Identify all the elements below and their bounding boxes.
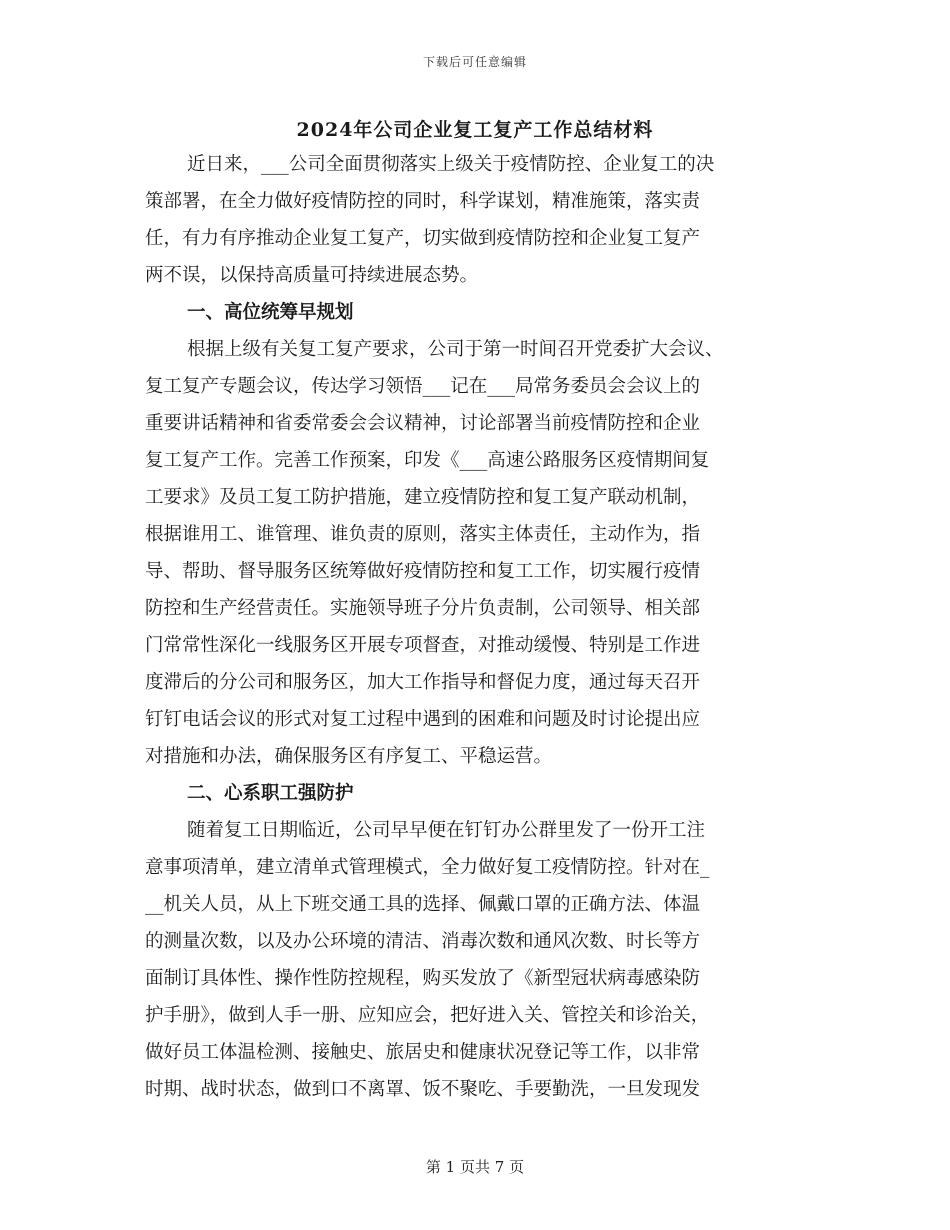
- paragraph-line: __机关人员，从上下班交通工具的选择、佩戴口罩的正确方法、体温: [145, 894, 701, 915]
- paragraph-line: 导、帮助、督导服务区统筹做好疫情防控和复工工作，切实履行疫情: [145, 561, 701, 582]
- page-footer: 第 1 页共 7 页: [425, 1158, 525, 1176]
- header-note: 下载后可任意编辑: [422, 55, 527, 69]
- paragraph-line: 策部署，在全力做好疫情防控的同时，科学谋划，精准施策，落实责: [145, 191, 701, 212]
- paragraph-line: 做好员工体温检测、接触史、旅居史和健康状况登记等工作，以非常: [145, 1042, 701, 1063]
- paragraph-line: 对措施和办法，确保服务区有序复工、平稳运营。: [145, 746, 553, 767]
- paragraph-line: 两不误，以保持高质量可持续进展态势。: [145, 265, 479, 286]
- paragraph-line: 时期、战时状态，做到口不离罩、饭不聚吃、手要勤洗，一旦发现发: [145, 1079, 701, 1100]
- section-heading: 一、高位统筹早规划: [187, 302, 354, 323]
- paragraph-line: 工要求》及员工复工防护措施，建立疫情防控和复工复产联动机制，: [145, 487, 701, 508]
- paragraph-line: 复工复产专题会议，传达学习领悟___记在___局常务委员会会议上的: [145, 376, 701, 397]
- paragraph-line: 根据上级有关复工复产要求，公司于第一时间召开党委扩大会议、: [187, 339, 724, 360]
- paragraph-line: 意事项清单，建立清单式管理模式，全力做好复工疫情防控。针对在_: [145, 857, 710, 878]
- paragraph-line: 的测量次数，以及办公环境的清洁、消毒次数和通风次数、时长等方: [145, 931, 701, 952]
- paragraph-line: 门常常性深化一线服务区开展专项督查，对推动缓慢、特别是工作进: [145, 635, 701, 656]
- paragraph-line: 任，有力有序推动企业复工复产，切实做到疫情防控和企业复工复产: [145, 228, 701, 249]
- paragraph-line: 面制订具体性、操作性防控规程，购买发放了《新型冠状病毒感染防: [145, 968, 701, 989]
- paragraph-line: 度滞后的分公司和服务区，加大工作指导和督促力度，通过每天召开: [145, 672, 701, 693]
- paragraph-line: 复工复产工作。完善工作预案，印发《___高速公路服务区疫情期间复: [145, 450, 710, 471]
- paragraph-line: 防控和生产经营责任。实施领导班子分片负责制，公司领导、相关部: [145, 598, 701, 619]
- paragraph-line: 护手册》，做到人手一册、应知应会，把好进入关、管控关和诊治关，: [145, 1005, 710, 1026]
- document-body: [145, 146, 810, 1108]
- paragraph-line: 钉钉电话会议的形式对复工过程中遇到的困难和问题及时讨论提出应: [145, 709, 701, 730]
- paragraph-line: 近日来，___公司全面贯彻落实上级关于疫情防控、企业复工的决: [187, 154, 715, 175]
- paragraph-line: 随着复工日期临近，公司早早便在钉钉办公群里发了一份开工注: [187, 820, 706, 841]
- section-heading: 二、心系职工强防护: [187, 783, 354, 804]
- document-title: 2024年公司企业复工复产工作总结材料: [296, 119, 654, 141]
- paragraph-line: 重要讲话精神和省委常委会会议精神，讨论部署当前疫情防控和企业: [145, 413, 701, 434]
- paragraph-line: 根据谁用工、谁管理、谁负责的原则，落实主体责任，主动作为，指: [145, 524, 701, 545]
